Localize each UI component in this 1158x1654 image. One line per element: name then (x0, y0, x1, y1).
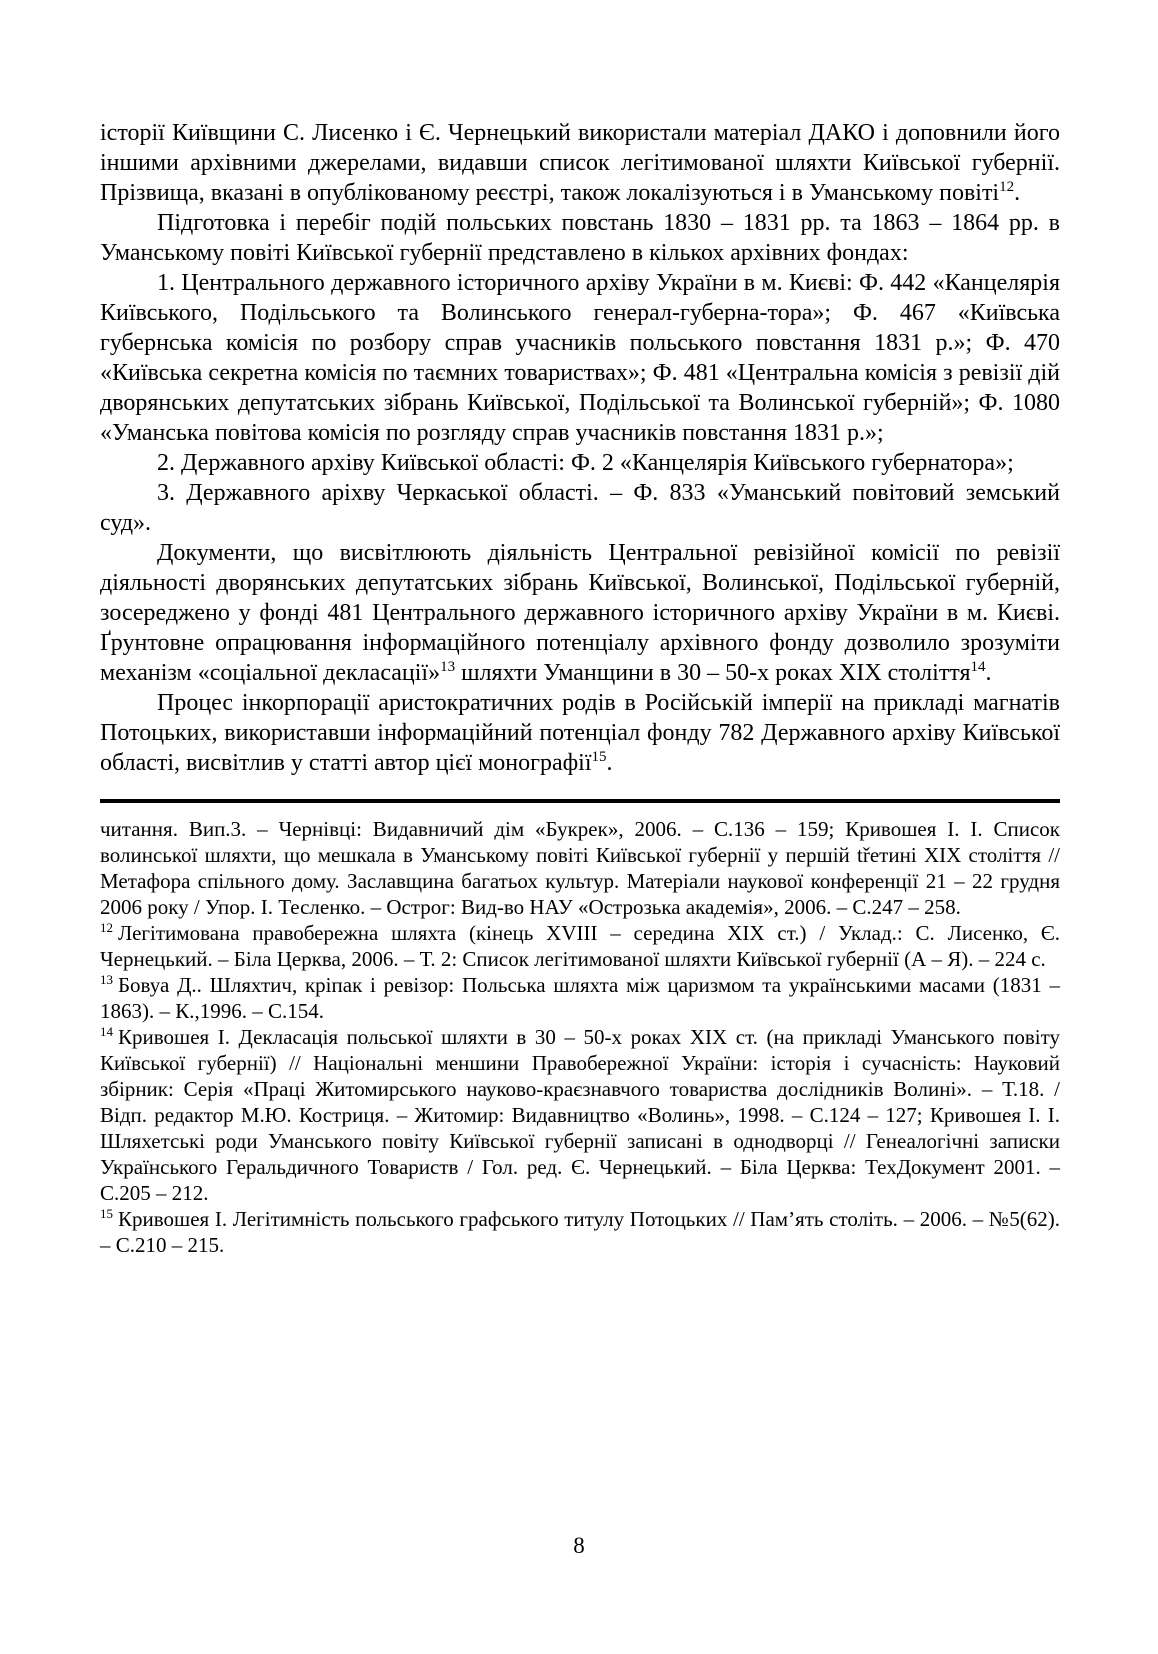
paragraph-2: Підготовка і перебіг подій польських повстань 1830 – 1831 рр. та 1863 – 1864 рр. в Уманському повіті Київської губернії представлено в кількох архівних фондах: (100, 210, 1060, 266)
paragraph-1-tail: . (1014, 180, 1021, 206)
page-number: 8 (573, 1533, 585, 1558)
paragraph-5-list-item-3: 3. Державного аріхву Черкаської області. – Ф. 833 «Уманський повітовий земський суд». (100, 480, 1060, 536)
paragraph-7 (100, 688, 1060, 778)
footnote-13 (100, 972, 1060, 1024)
footnote-14-marker: 14 (100, 1024, 113, 1039)
paragraph-7-text: Процес інкорпорації аристократичних родів в Російській імперії на прикладі магнатів Потоцьких, використавши інформаційний потенціал фонду 782 Державного архіву Київської області, висвітлив у статті автор цієї монографії (100, 690, 1060, 776)
paragraph-6-text: Документи, що висвітлюють діяльність Центральної ревізійної комісії по ревізії діяльності дворянських депутатських зібрань Київської, Волинської, Подільської губерній, зосереджено у фонді 481 Центрального державного історичного архіву України в м. Києві. Ґрунтовне опрацювання інформаційного потенціалу архівного фонду дозволило зрозуміти механізм «соціальної декласації» (100, 540, 1060, 686)
paragraph-3-list-item-1: 1. Центрального державного історичного архіву України в м. Києві: Ф. 442 «Канцелярія Київського, Подільського та Волинського генерал-губерна-тора»; Ф. 467 «Київська губернська комісія по розбору справ учасників польського повстання 1831 р.»; Ф. 470 «Київська секретна комісія по таємних товариствах»; Ф. 481 «Центральна комісія з ревізії дій дворянських депутатських зібрань Київської, Подільської та Волинської губерній»; Ф. 1080 «Уманська повітова комісія по розгляду справ учасників повстання 1831 р.»; (100, 270, 1060, 446)
paragraph-1 (100, 118, 1060, 208)
footnote-12-marker: 12 (100, 920, 113, 935)
footnote-ref-13: 13 (440, 659, 456, 675)
footnote-continuation-text: читання. Вип.3. – Чернівці: Видавничий дім «Букрек», 2006. – С.136 – 159; Кривошея І. І. Список волинської шляхти, що мешкала в Уманському повіті Київської губернії у першій třетині XIX століття // Метафора спільного дому. Заславщина багатьох культур. Матеріали наукової конференції 21 – 22 грудня 2006 року / Упор. І. Тесленко. – Острог: Вид-во НАУ «Острозька академія», 2006. – С.247 – 258. (100, 817, 1060, 919)
footnote-12-text: Легітимована правобережна шляхта (кінець XVIII – середина XIX ст.) / Уклад.: С. Лисенко, Є. Чернецький. – Біла Церква, 2006. – Т. 2: Список легітимованої шляхти Київської губернії (А – Я). – 224 с. (100, 921, 1060, 971)
text-column (100, 118, 1060, 1258)
paragraph-4-list-item-2: 2. Державного архіву Київської області: Ф. 2 «Канцелярія Київського губернатора»; (157, 450, 1014, 476)
paragraph-7-tail: . (606, 750, 613, 776)
footnote-15-text: Кривошея І. Легітимність польського графського титулу Потоцьких // Пам’ять століть. – 2006. – №5(62). – С.210 – 215. (100, 1207, 1060, 1257)
paragraph-6-middle: шляхти Уманщини в 30 – 50-х роках XIX століття (455, 660, 971, 686)
footnote-13-text: Бовуа Д.. Шляхтич, кріпак і ревізор: Польська шляхта між царизмом та українськими масами (1831 – 1863). – К.,1996. – С.154. (100, 973, 1060, 1023)
footnote-ref-14: 14 (970, 659, 986, 675)
footnote-ref-12: 12 (999, 179, 1015, 195)
footnote-continuation (100, 816, 1060, 920)
paragraph-6-tail: . (985, 660, 992, 686)
paragraph-1-text: історії Київщини С. Лисенко і Є. Чернецький використали матеріал ДАКО і доповнили його іншими архівними джерелами, видавши список легітимованої шляхти Київської губернії. Прізвища, вказані в опублікованому реєстрі, також локалізуються і в Уманському повіті (100, 120, 1060, 206)
paragraph-6 (100, 538, 1060, 688)
footnotes-block (100, 816, 1060, 1258)
footnote-14-text: Кривошея І. Декласація польської шляхти в 30 – 50-х роках XIX ст. (на прикладі Уманського повіту Київської губернії) // Національні меншини Правобережної України: історія і сучасність: Науковий збірник: Серія «Праці Житомирського науково-краєзнавчого товариства дослідників Волині». – Т.18. / Відп. редактор М.Ю. Костриця. – Житомир: Видавництво «Волинь», 1998. – С.124 – 127; Кривошея І. І. Шляхетські роди Уманського повіту Київської губернії записані в однодворці // Генеалогічні записки Українського Геральдичного Товариств / Гол. ред. Є. Чернецький. – Біла Церква: ТехДокумент 2001. – С.205 – 212. (100, 1025, 1060, 1205)
footnote-separator (100, 799, 1060, 803)
footnote-ref-15: 15 (591, 749, 607, 765)
footnote-13-marker: 13 (100, 972, 113, 987)
footnote-12 (100, 920, 1060, 972)
footnote-15-marker: 15 (100, 1206, 113, 1221)
footnote-15 (100, 1206, 1060, 1258)
footnote-14 (100, 1024, 1060, 1206)
